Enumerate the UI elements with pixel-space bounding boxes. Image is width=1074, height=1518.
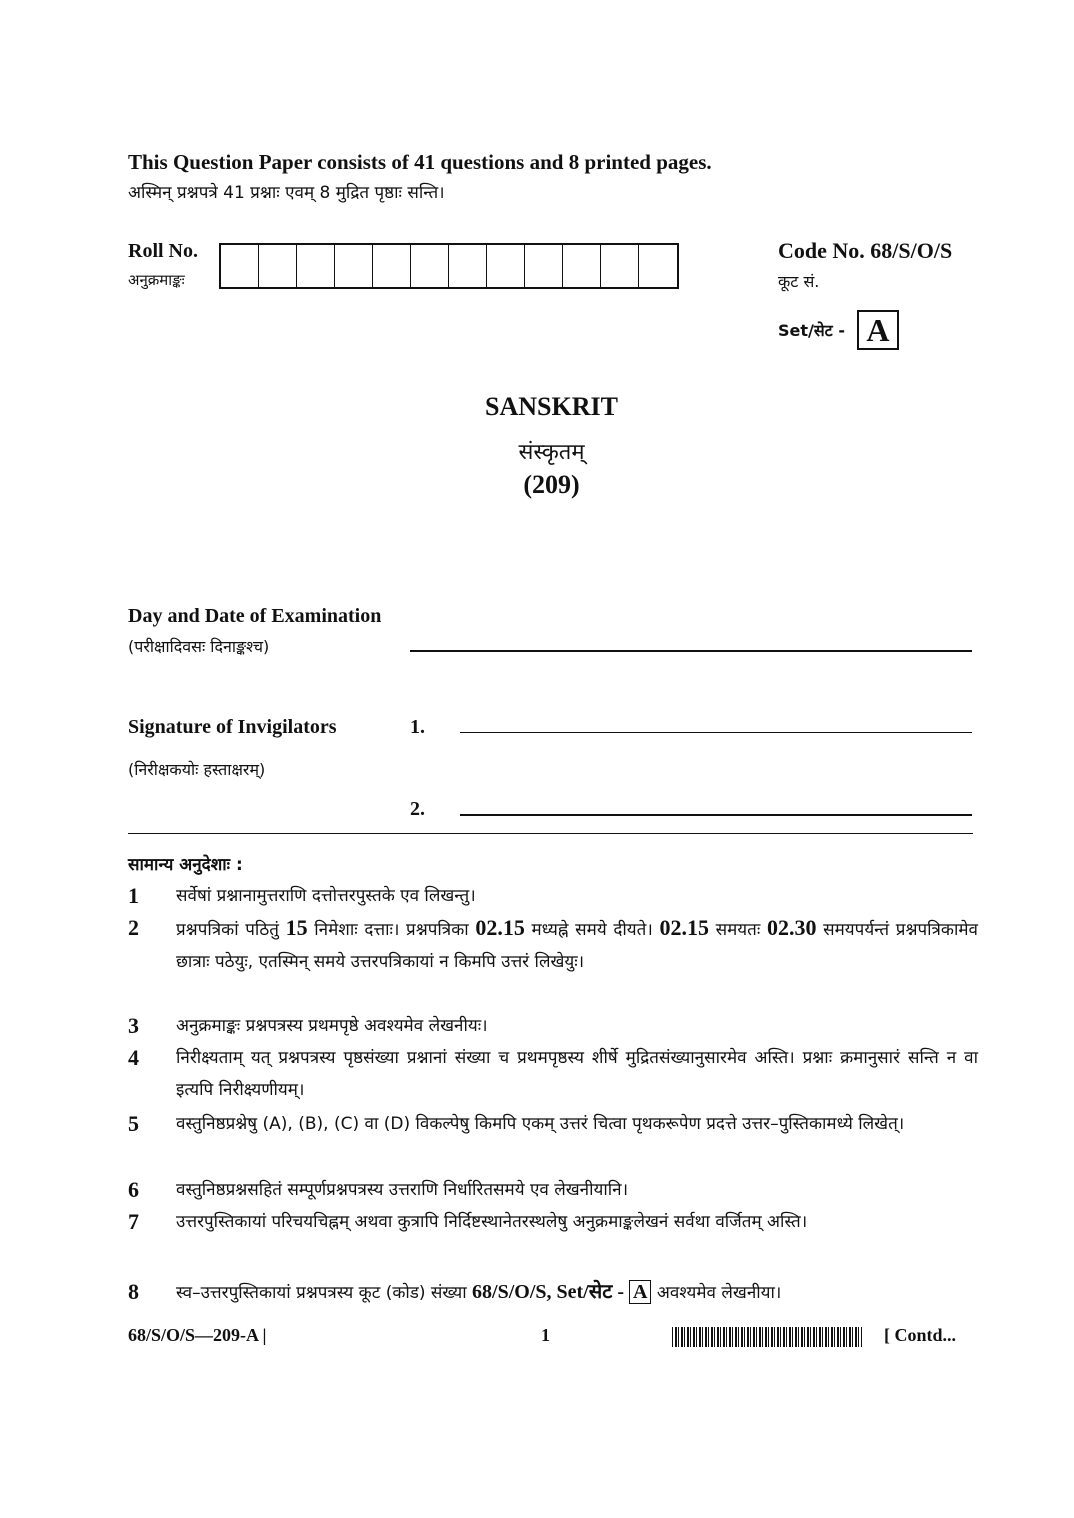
divider [128,833,973,834]
roll-no-cell[interactable] [411,245,449,287]
roll-no-cell[interactable] [525,245,563,287]
page-number: 1 [541,1325,550,1345]
barcode [672,1327,862,1347]
instruction-number: 4 [128,1045,139,1070]
instruction-text: वस्तुनिष्ठप्रश्नसहितं सम्पूर्णप्रश्नपत्रस्य उत्तराणि निर्धारितसमये एव लेखनीयानि। [176,1180,629,1200]
instruction-item [128,1174,978,1206]
invigilator-1-num: 1. [410,716,425,738]
roll-no-cell[interactable] [601,245,639,287]
roll-no-cell[interactable] [449,245,487,287]
day-date-label-hi: (परीक्षादिवसः दिनाङ्कश्च) [128,637,270,656]
code-number-hi: कूट सं. [778,272,820,291]
instruction-item [128,912,978,978]
instruction-number: 8 [128,1279,139,1304]
instruction-text: प्रश्नपत्रिकां पठितुं 15 निमेशाः दत्ताः। प्रश्नपत्रिका 02.15 मध्यह्ने समये दीयते। 02.15 समयतः 02.30 समयपर्यन्तं प्रश्नपत्रिकामेव छात्राः पठेयुः, एतस्मिन् समये उत्तरपत्रिकायां न किमपि उत्तरं लिखेयुः। [176,915,978,972]
instruction-text: निरीक्ष्यताम् यत् प्रश्नपत्रस्य पृष्ठसंख्या प्रश्नानां संख्या च प्रथमपृष्ठस्य शीर्षे मुद्रितसंख्यानुसारमेव अस्ति। प्रश्नाः क्रमानुसारं सन्ति न वा इत्यपि निरीक्ष्यणीयम्। [176,1048,978,1100]
instruction-text: उत्तरपुस्तिकायां परिचयचिह्नम् अथवा कुत्रापि निर्दिष्टस्थानेतरस्थलेषु अनुक्रमाङ्कलेखनं सर्वथा वर्जितम् अस्ति। [176,1212,808,1232]
subject-title: SANSKRIT [485,392,618,421]
roll-no-cell[interactable] [297,245,335,287]
invigilator-2-num: 2. [410,798,425,820]
instruction-number: 5 [128,1111,139,1136]
instruction-item [128,1276,978,1309]
footer-code: 68/S/O/S—209-A | [128,1325,267,1345]
instruction-number: 2 [128,915,139,940]
roll-no-cell[interactable] [563,245,601,287]
instruction-number: 1 [128,883,139,908]
footer-contd: [ Contd... [884,1325,957,1345]
set-box: A [857,310,899,350]
question-count-en: This Question Paper consists of 41 questions and 8 printed pages. [128,150,712,174]
question-count-hi: अस्मिन् प्रश्नपत्रे 41 प्रश्नाः एवम् 8 मुद्रित पृष्ठाः सन्ति। [128,183,445,203]
subject-title-hi: संस्कृतम् [518,440,585,465]
code-number: Code No. 68/S/O/S [778,238,953,263]
invigilator-1-line[interactable] [460,732,972,733]
instruction-item [128,1108,978,1140]
roll-no-cell[interactable] [373,245,411,287]
roll-no-cell[interactable] [335,245,373,287]
invigilators-label-hi: (निरीक्षकयोः हस्ताक्षरम्) [128,760,266,779]
instruction-text: सर्वेषां प्रश्नानामुत्तराणि दत्तोत्तरपुस्तके एव लिखन्तु। [176,886,476,906]
roll-no-label: Roll No. [128,240,198,262]
instruction-item [128,1042,978,1106]
roll-no-label-hi: अनुक्रमाङ्कः [128,271,185,289]
roll-no-cell[interactable] [639,245,677,287]
day-date-label: Day and Date of Examination [128,605,382,627]
roll-no-cell[interactable] [259,245,297,287]
invigilators-label: Signature of Invigilators [128,716,337,738]
roll-no-boxes[interactable] [219,243,679,289]
instruction-number: 3 [128,1013,139,1038]
instructions-heading: सामान्य अनुदेशाः : [128,855,243,875]
instruction-item [128,1010,978,1042]
instruction-text: स्व–उत्तरपुस्तिकायां प्रश्नपत्रस्य कूट (कोड) संख्या 68/S/O/S, Set/सेट - A अवश्यमेव लेखनीया। [176,1281,782,1303]
set-inline-box: A [629,1280,651,1304]
set-label: Set/सेट - [778,321,845,340]
day-date-line[interactable] [410,650,972,652]
roll-no-cell[interactable] [221,245,259,287]
instruction-number: 6 [128,1177,139,1202]
subject-code: (209) [523,470,580,499]
invigilator-2-line[interactable] [460,814,972,816]
instruction-number: 7 [128,1209,139,1234]
instruction-text: अनुक्रमाङ्कः प्रश्नपत्रस्य प्रथमपृष्ठे अवश्यमेव लेखनीयः। [176,1016,488,1036]
instruction-item [128,1206,978,1238]
roll-no-cell[interactable] [487,245,525,287]
instruction-text: वस्तुनिष्ठप्रश्नेषु (A), (B), (C) वा (D) विकल्पेषु किमपि एकम् उत्तरं चित्वा पृथकरूपेण प्रदत्ते उत्तर–पुस्तिकामध्ये लिखेत्। [176,1114,905,1134]
instruction-item [128,880,978,912]
set-indicator [778,310,899,350]
